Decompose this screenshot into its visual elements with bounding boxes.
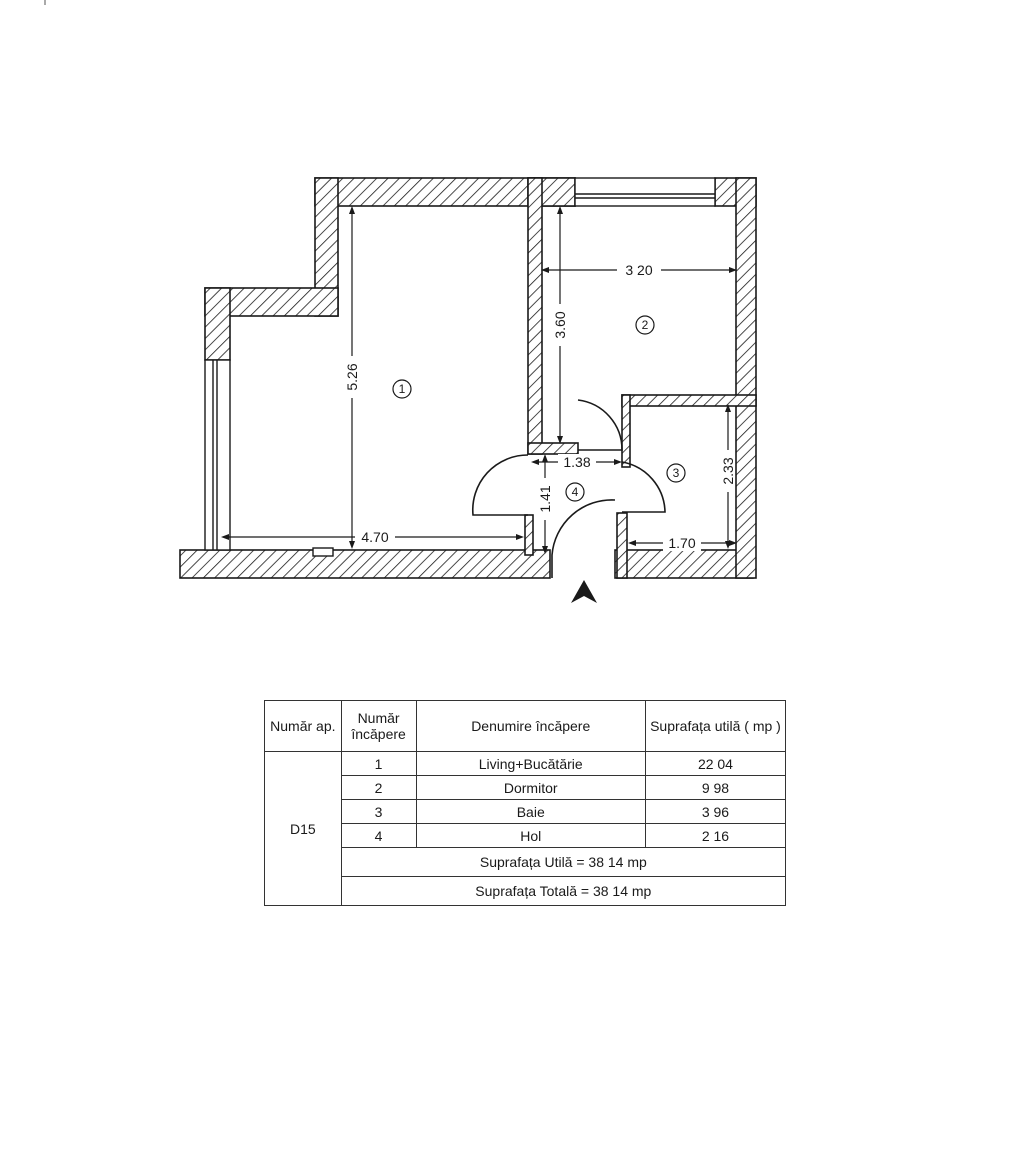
table-row [265,824,786,848]
dim-bath-height: 2.33 [720,457,736,485]
header-apartment-number: Număr ap. [265,701,342,752]
dim-hall-width: 1.38 [563,454,591,470]
svg-text:4: 4 [571,485,579,499]
room-area-cell: 3 96 [645,800,785,824]
total-area-row [265,877,786,906]
total-useful-row [265,848,786,877]
svg-text:2: 2 [641,318,649,332]
dim-living-width: 4.70 [361,529,389,545]
walls [180,178,756,578]
svg-text:1: 1 [398,382,406,396]
room-number-cell: 3 [341,800,416,824]
room-area-table [264,700,786,906]
room-number-cell: 1 [341,752,416,776]
room-name-cell: Hol [416,824,645,848]
door-swing-bath [622,462,665,512]
wall-partition-lower [528,443,578,454]
room-area-cell: 22 04 [645,752,785,776]
header-useful-area: Suprafața utilă ( mp ) [645,701,785,752]
room-name-cell: Living+Bucătărie [416,752,645,776]
svg-text:3: 3 [672,466,680,480]
table-row [265,752,786,776]
total-useful-area: Suprafața Utilă = 38 14 mp [341,848,785,877]
wall-partition-vertical [528,178,542,454]
wall-hall-stub [525,515,533,555]
total-area: Suprafața Totală = 38 14 mp [341,877,785,906]
wall-bottom-left [180,550,550,578]
dim-bath-width: 1.70 [668,535,696,551]
wall-bath-left [622,395,630,467]
wall-bath-left-lower [617,513,627,578]
table-header-row [265,701,786,752]
wall-left-upper [205,288,230,360]
window-left [205,360,230,550]
table-row [265,800,786,824]
room-area-cell: 9 98 [645,776,785,800]
room-marker-4 [566,483,584,501]
dim-living-height: 5.26 [344,363,360,391]
room-number-cell: 4 [341,824,416,848]
door-swing-bedroom [578,400,622,450]
wall-right [736,178,756,578]
door-swing-entrance [552,500,615,578]
room-number-cell: 2 [341,776,416,800]
dimension-lines [225,210,733,550]
window-top [575,178,715,206]
dim-bedroom-height: 3.60 [552,311,568,339]
header-room-name: Denumire încăpere [416,701,645,752]
entrance-arrow-icon [571,580,597,603]
room-area-cell: 2 16 [645,824,785,848]
room-name-cell: Baie [416,800,645,824]
wall-bottom-right [615,550,753,578]
room-marker-3 [667,464,685,482]
table-row [265,776,786,800]
room-marker-1 [393,380,411,398]
header-room-number: Număr încăpere [341,701,416,752]
wall-radiator-bump [313,548,333,556]
dim-hall-height: 1.41 [537,485,553,513]
apartment-cell: D15 [265,752,342,906]
room-marker-2 [636,316,654,334]
room-name-cell: Dormitor [416,776,645,800]
dim-bedroom-width: 3 20 [625,262,653,278]
door-swing-living [473,455,528,515]
wall-partition-bath [622,395,756,406]
